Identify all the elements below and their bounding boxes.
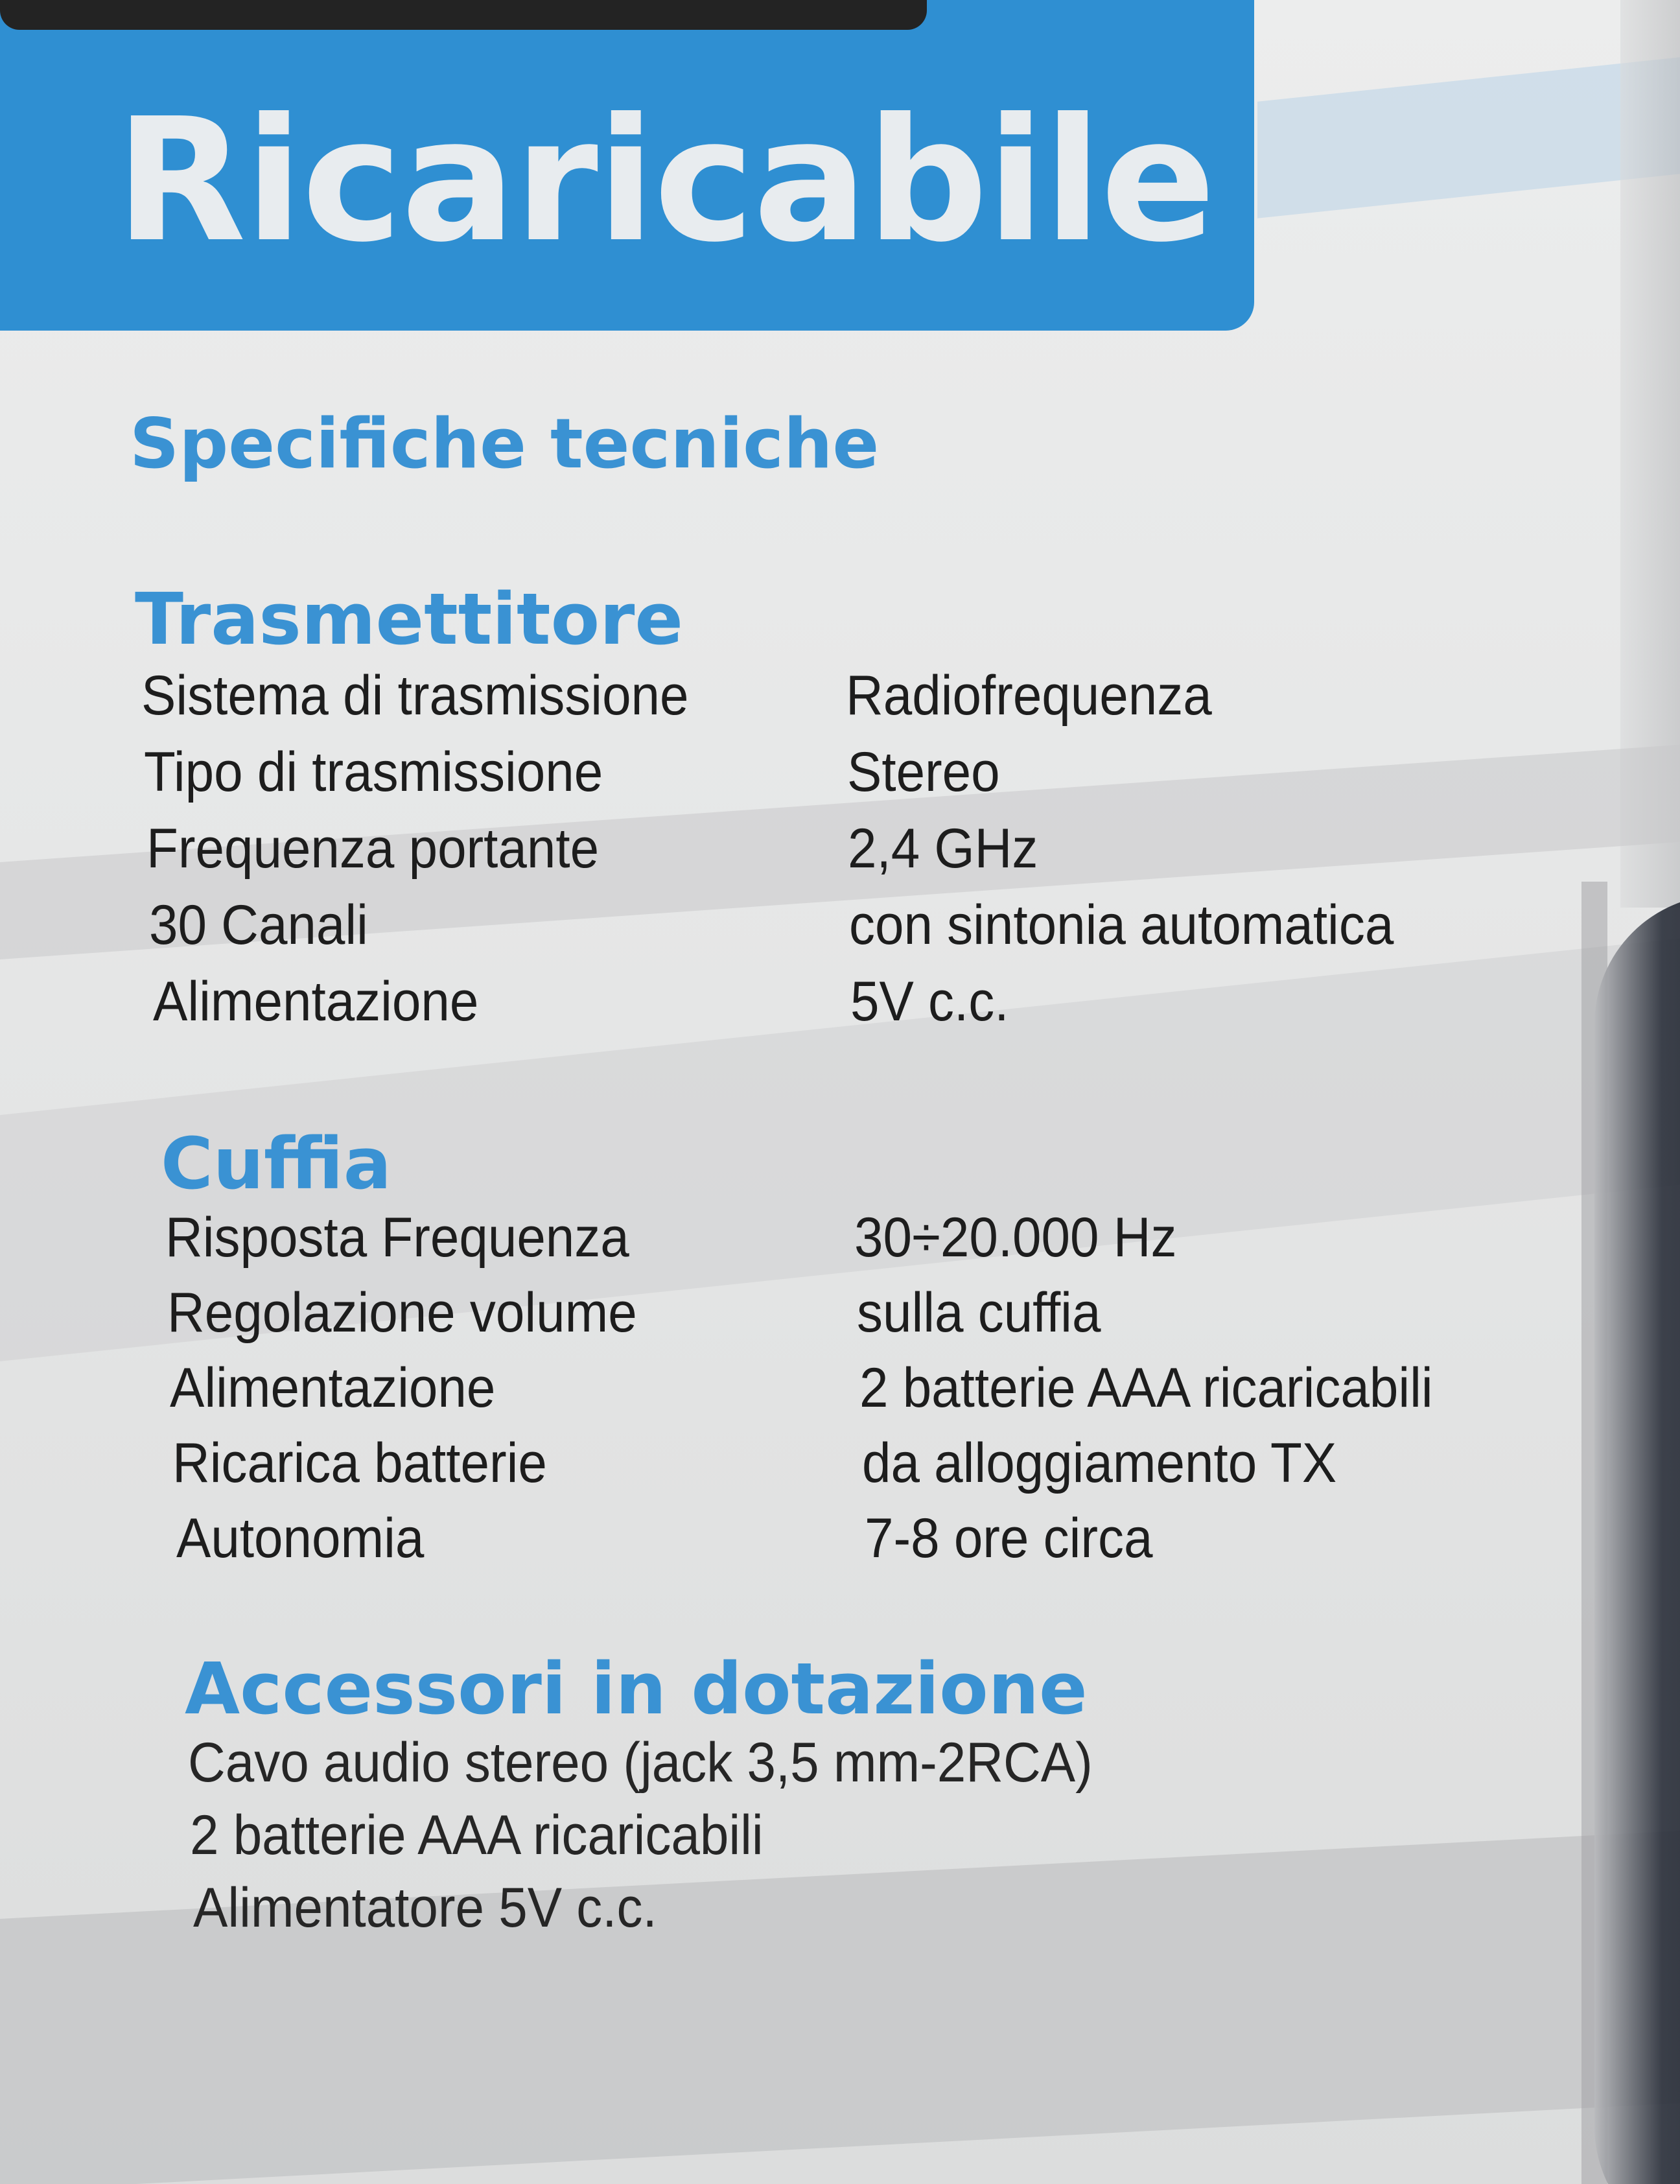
spec-row bbox=[0, 970, 1680, 1039]
spec-row bbox=[0, 817, 1680, 886]
spec-label: Risposta Frequenza bbox=[165, 1206, 629, 1269]
spec-label: 30 Canali bbox=[149, 894, 368, 956]
spec-value: con sintonia automatica bbox=[849, 894, 1394, 956]
spec-row bbox=[0, 664, 1680, 733]
spec-label: Alimentazione bbox=[170, 1357, 496, 1419]
accessory-item: Alimentatore 5V c.c. bbox=[193, 1877, 657, 1939]
spec-label: Regolazione volume bbox=[167, 1282, 637, 1344]
accessory-item: 2 batterie AAA ricaricabili bbox=[190, 1804, 764, 1866]
spec-label: Autonomia bbox=[176, 1507, 425, 1569]
spec-row bbox=[0, 1282, 1680, 1350]
spec-value: Radiofrequenza bbox=[846, 664, 1212, 727]
spec-row bbox=[0, 1432, 1680, 1500]
transmitter-heading: Trasmettitore bbox=[135, 578, 684, 661]
light-blue-panel bbox=[1257, 54, 1680, 218]
spec-label: Frequenza portante bbox=[146, 817, 600, 880]
spec-row bbox=[0, 741, 1680, 809]
spec-label: Tipo di trasmissione bbox=[144, 741, 603, 803]
accessories-heading: Accessori in dotazione bbox=[185, 1647, 1088, 1730]
specs-heading: Specifiche tecniche bbox=[130, 404, 880, 484]
spec-value: 2,4 GHz bbox=[848, 817, 1038, 880]
spec-row bbox=[0, 1206, 1680, 1274]
spec-row bbox=[0, 1507, 1680, 1575]
spec-value: sulla cuffia bbox=[857, 1282, 1101, 1344]
spec-label: Alimentazione bbox=[153, 970, 479, 1033]
spec-value: 5V c.c. bbox=[850, 970, 1009, 1033]
spec-row bbox=[0, 894, 1680, 962]
spec-row bbox=[0, 1357, 1680, 1425]
spec-label: Ricarica batterie bbox=[172, 1432, 547, 1494]
accessory-item: Cavo audio stereo (jack 3,5 mm-2RCA) bbox=[188, 1732, 1093, 1794]
dark-tab bbox=[0, 0, 927, 30]
spec-value: Stereo bbox=[847, 741, 1000, 803]
spec-label: Sistema di trasmissione bbox=[141, 664, 689, 727]
banner-title: Ricaricabile bbox=[115, 82, 1215, 279]
spec-value: 2 batterie AAA ricaricabili bbox=[859, 1357, 1433, 1419]
spec-value: da alloggiamento TX bbox=[862, 1432, 1337, 1494]
spec-value: 30÷20.000 Hz bbox=[854, 1206, 1177, 1269]
headphones-heading: Cuffia bbox=[161, 1122, 391, 1205]
spec-value: 7-8 ore circa bbox=[865, 1507, 1153, 1569]
